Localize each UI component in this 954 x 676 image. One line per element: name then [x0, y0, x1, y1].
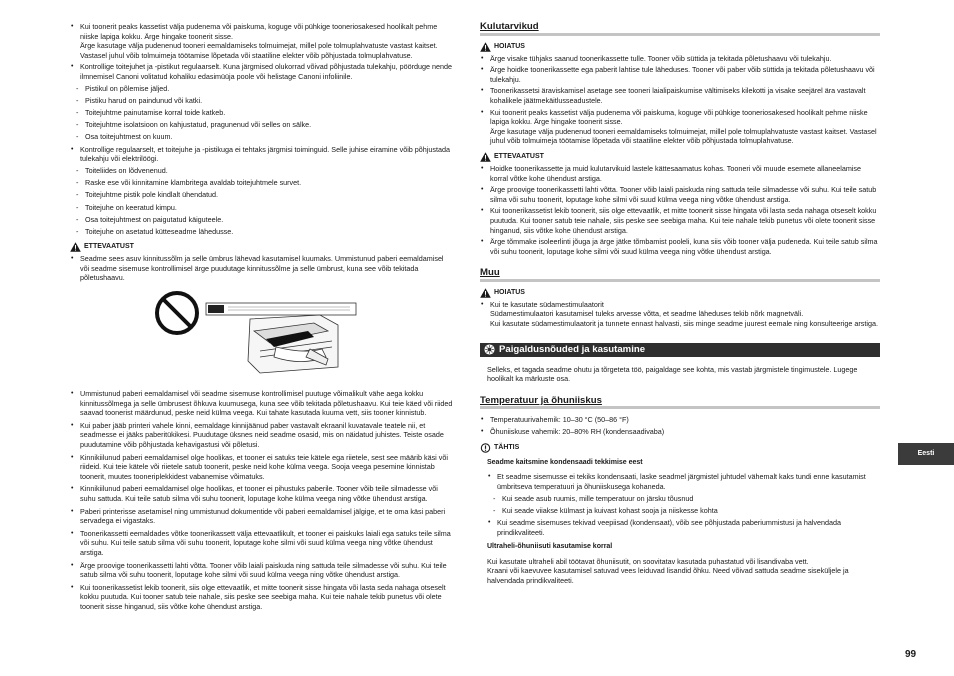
list-item: • Kui toonerikassetist lekib toonerit, siis olge ettevaatlik, et mitte toonerit sisse hingata või lasta seda nahaga otseselt kokku puutuda. Kui tooner satub teie nahale, siis peske see seebiga maha. Kui teie nahale tekib punetus või olete toonerit sisse hinganud, siis võtke kohe ühendust arstiga. [480, 206, 880, 235]
caution-list [480, 164, 880, 256]
list-item: • Kontrollige toitejuhet ja -pistikut regulaarselt. Kuna järgmised olukorrad võivad põhjustada tulekahju, pöörduge nende ilmnemisel Canoni volitatud kohaliku edasimüüja poole või helistage Canoni infoliinile. [70, 62, 453, 81]
list-item: • Ärge tõmmake isoleerlinti jõuga ja ärge jätke tõmbamist pooleli, kuna siis võib tooner välja pudeneda. Kui teile satub silma või suhu toonerit, loputage kohe silmi või suud külma veega ning võtke ühendust arstiga. [480, 237, 880, 256]
caution-label [480, 152, 880, 162]
list-item: - Osa toitejuhtmest on paigutatud käiguteele. [70, 215, 453, 225]
section-heading-kulutarvikud: Kulutarvikud [480, 22, 880, 36]
printer-drawing [206, 303, 356, 373]
bullet-list [70, 145, 453, 164]
list-item: • Kui paber jääb printeri vahele kinni, eemaldage kinnijäänud paber vastavalt ekraanil kuvatavale teatele nii, et seadmesse ei jääks paberitükikesi. Puudutage üksnes neid seadme osasid, mis on näidatud juhistes. Teiste osade puudutamine võib põhjustada kehavigastusi või põletusi. [70, 421, 453, 450]
warning-label-text: HOIATUS [494, 289, 525, 297]
subheading: Ultraheli-õhuniisuti kasutamise korral [487, 543, 613, 551]
dash-list [70, 166, 453, 236]
dash-list [70, 84, 453, 142]
list-item: • Ärge hoidke toonerikassette ega paberit lahtise tule läheduses. Tooner või paber võib süttida ja tekitada põletushaavu või tulekahju. [480, 65, 880, 84]
section-banner-paigaldus [480, 343, 880, 357]
important-label-text: TÄHTIS [494, 443, 520, 451]
warning-triangle-icon [480, 152, 491, 162]
list-item: - Toitejuhtme painutamise korral toide katkeb. [70, 108, 453, 118]
list-item: • Seadme sees asuv kinnitussõlm ja selle ümbrus lähevad kasutamisel kuumaks. Ummistunud paberi eemaldamisel või seadme sisemuse kontrollimisel ärge puudutage kinnitussõlme ja selle ümbrust, kuna see võib tekitada põletushaavu. [70, 254, 453, 283]
list-item: • Paberi printerisse asetamisel ning ummistunud dokumentide või paberi eemaldamisel jälgige, et te oma käsi paberi servadega ei vigastaks. [70, 507, 453, 526]
settings-icon [484, 344, 495, 355]
page-number: 99 [905, 649, 917, 660]
caution-label [70, 242, 453, 252]
paragraph: Kui kasutate ultraheli abil töötavat õhuniisutit, on soovitatav kasutada puhastatud või lisandivaba vett. Kraani või kaevuvee kasutamisel satuvad vees leiduvad lisandid õhku. Need võivad sattuda seadme siseküljele ja halvendada prindikvaliteeti. [487, 556, 849, 586]
dash-list [487, 494, 880, 516]
list-item: • Hoidke toonerikassette ja muid kulutarvikuid lastele kättesaamatus kohas. Tooneri või muude esemete allaneelamise korral võtke kohe ühendust arstiga. [480, 164, 880, 183]
list-item: • Kinnikiilunud paberi eemaldamisel olge hoolikas, et tooner ei pihustuks paberile. Tooner võib teile silmadesse või suhu sattuda. Kui teile satub silma või suhu toonerit, loputage kohe külma veega ning võtke ühendust arstiga. [70, 484, 453, 503]
caution-list [70, 254, 453, 283]
list-item: • Kui toonerit peaks kassetist välja pudenema või paiskuma, koguge või pühkige tooneriosakesed hoolikalt pehme niiske lapiga kokku. Ärge hingake toonerit sisse. Ärge kasutage välja pudenenud tooneri eemaldamiseks tolmuimejat, millel pole tolmuplahvatuste vastast kaitset. Vastasel juhul võib tolmuimeja töötamise lõpetada või staatiline elekter võib põhjustada tolmuplahvatuse. [70, 22, 453, 60]
list-item: - Kui seade asub ruumis, mille temperatuur on järsku tõusnud [487, 494, 880, 504]
list-item: • Kui seadme sisemuses tekivad veepiisad (kondensaat), võib see põhjustada paberiummistusi ja halvendada prindikvaliteeti. [487, 518, 880, 537]
list-item: - Raske ese või kinnitamine klambritega avaldab toitejuhtmele survet. [70, 178, 453, 188]
section-banner-title: Paigaldusnõuded ja kasutamine [499, 343, 646, 355]
list-item: • Kui toonerit peaks kassetist välja pudenema või paiskuma, koguge või pühkige tooneriosakesed hoolikalt pehme niiske lapiga kokku. Ärge hingake toonerit sisse. Ärge kasutage välja pudenenud tooneri eemaldamiseks tolmuimejat, millel pole tolmuplahvatuste vastast kaitset. Vastasel juhul võib tolmuimeja töötamise lõpetada või staatiline elekter võib põhjustada tolmuplahvatuse. [480, 108, 880, 146]
warning-label [480, 288, 880, 298]
list-item: - Toitejuhtme isolatsioon on kahjustatud, pragunenud või selles on sälke. [70, 120, 453, 130]
warning-triangle-icon [480, 288, 491, 298]
list-item: • Kontrollige regulaarselt, et toitejuhe ja -pistikuga ei tehtaks järgmisi toiminguid. Selle juhise eiramine võib põhjustada tulekahju või elektrilöögi. [70, 145, 453, 164]
list-item: • Et seadme sisemusse ei tekiks kondensaati, laske seadmel järgmistel juhtudel vähemalt kaks tundi enne kasutamist ümbritseva temperatuuri ja õhuniiskusega kohaneda. [487, 472, 880, 491]
fuser-warning-illustration [70, 291, 453, 377]
prohibited-icon [157, 293, 197, 333]
warning-triangle-icon [70, 242, 81, 252]
left-column [70, 22, 453, 615]
list-item: - Toiteliides on lõdvenenud. [70, 166, 453, 176]
important-icon [480, 443, 491, 453]
right-column [480, 22, 880, 590]
fuser-illustration [70, 291, 453, 377]
list-item: - Toitejuhe on keeratud kimpu. [70, 203, 453, 213]
list-item: • Ärge visake tühjaks saanud toonerikassette tulle. Tooner võib süttida ja tekitada põletushaavu või tulekahju. [480, 54, 880, 64]
top-bullet-list [70, 22, 453, 82]
list-item: - Kui seade viiakse külmast ja kuivast kohast sooja ja niiskesse kohta [487, 506, 880, 516]
bottom-bullet-list [70, 389, 453, 611]
warning-triangle-icon [480, 42, 491, 52]
list-item: • Ummistunud paberi eemaldamisel või seadme sisemuse kontrollimisel puutuge võimalikult vähe aega kokku kinnitussõlmega ja selle ümbrusest õhkuva kuumusega, kuna see võib tekitada põletushaavu. Kui teie käed või riided saavad toonerist määrdunud, peske neid külma veega. Kui tahate kasutada kuuma vett, siis tooner kinnistub. [70, 389, 453, 418]
list-item: • Kui te kasutate südamestimulaatorit Südamestimulaatori kasutamisel tuleks arvesse võtta, et seadme läheduses tekib nõrk magnetväli. Kui kasutate südamestimulaatorit ja tunnete ennast halvasti, siis minge seadme juurest eemale ning konsulteerige arstiga. [480, 300, 880, 329]
list-item: • Kinnikiilunud paberi eemaldamisel olge hoolikas, et tooner ei satuks teie kätele ega riietele, sest see määrib käsi või riideid. Kui teie kätele või riietele satub toonerit, peske neid kohe külma veega. Sooja veega pesemine kinnistab toonerit, muutes tooneriplekkidest vabanemise võimatuks. [70, 453, 453, 482]
list-item: - Pistiku harud on paindunud või katki. [70, 96, 453, 106]
list-item: - Osa toitejuhtmest on kuum. [70, 132, 453, 142]
section-heading-temperatuur: Temperatuur ja õhuniiskus [480, 396, 880, 410]
warning-label-text: HOIATUS [494, 42, 525, 50]
list-item: • Ärge proovige toonerikassetti lahti võtta. Tooner võib laiali paiskuda ning sattuda teile silmadesse või suhu. Kui teile satub silma või suhu toonerit, loputage kohe silmi või suud külma veega ning võtke ühendust arstiga. [70, 561, 453, 580]
list-item: • Toonerikassetsi äraviskamisel asetage see tooneri laialipaiskumise vältimiseks kilekotti ja visake seejärel ära vastavalt kohalikele jäätmekäitlusseadustele. [480, 86, 880, 105]
warning-label [480, 42, 880, 52]
subheading: Seadme kaitsmine kondensaadi tekkimise eest [487, 458, 643, 466]
warning-list [480, 300, 880, 329]
list-item: • Toonerikassetti eemaldades võtke toonerikassett välja ettevaatlikult, et tooner ei paiskuks laiali ega satuks teile silma või suhu. Kui teile satub silma või suhu toonerit, loputage kohe silmi või suud külma veega ning võtke ühendust arstiga. [70, 529, 453, 558]
list-item: - Toitejuhe on asetatud kütteseadme lähedusse. [70, 227, 453, 237]
caution-label-text: ETTEVAATUST [494, 153, 544, 161]
bullet-list [480, 518, 880, 537]
list-item: • Ärge proovige toonerikassetti lahti võtta. Tooner võib laiali paiskuda ning sattuda teile silmadesse või suhu. Kui teile satub silma või suhu toonerit, loputage kohe silmi või suud külma veega ning võtke ühendust arstiga. [480, 185, 880, 204]
bullet-list [480, 472, 880, 491]
bullet-list [480, 415, 880, 436]
language-tab[interactable]: Eesti [898, 443, 954, 465]
list-item: • Õhuniiskuse vahemik: 20–80% RH (kondensaadivaba) [480, 427, 880, 437]
list-item: • Kui toonerikassetist lekib toonerit, siis olge ettevaatlik, et mitte toonerit sisse hingata või lasta seda nahaga otseselt kokku puutuda. Kui tooner satub teie nahale, siis peske see seebiga maha. Kui teie nahale tekib punetus või olete toonerit sisse hinganud, siis võtke kohe ühendust arstiga. [70, 583, 453, 612]
caution-label-text: ETTEVAATUST [84, 243, 134, 251]
warning-list [480, 54, 880, 146]
list-item: • Temperatuurivahemik: 10–30 °C (50–86 °F) [480, 415, 880, 425]
intro-paragraph: Selleks, et tagada seadme ohutu ja tõrgeteta töö, paigaldage see kohta, mis vastab järgmistele tingimustele. Lugege hoolikalt ka märkuste osa. [487, 364, 858, 384]
list-item: - Pistikul on põlemise jäljed. [70, 84, 453, 94]
list-item: - Toitejuhtme pistik pole kindlalt ühendatud. [70, 190, 453, 200]
section-heading-muu: Muu [480, 268, 880, 282]
important-label [480, 443, 880, 453]
